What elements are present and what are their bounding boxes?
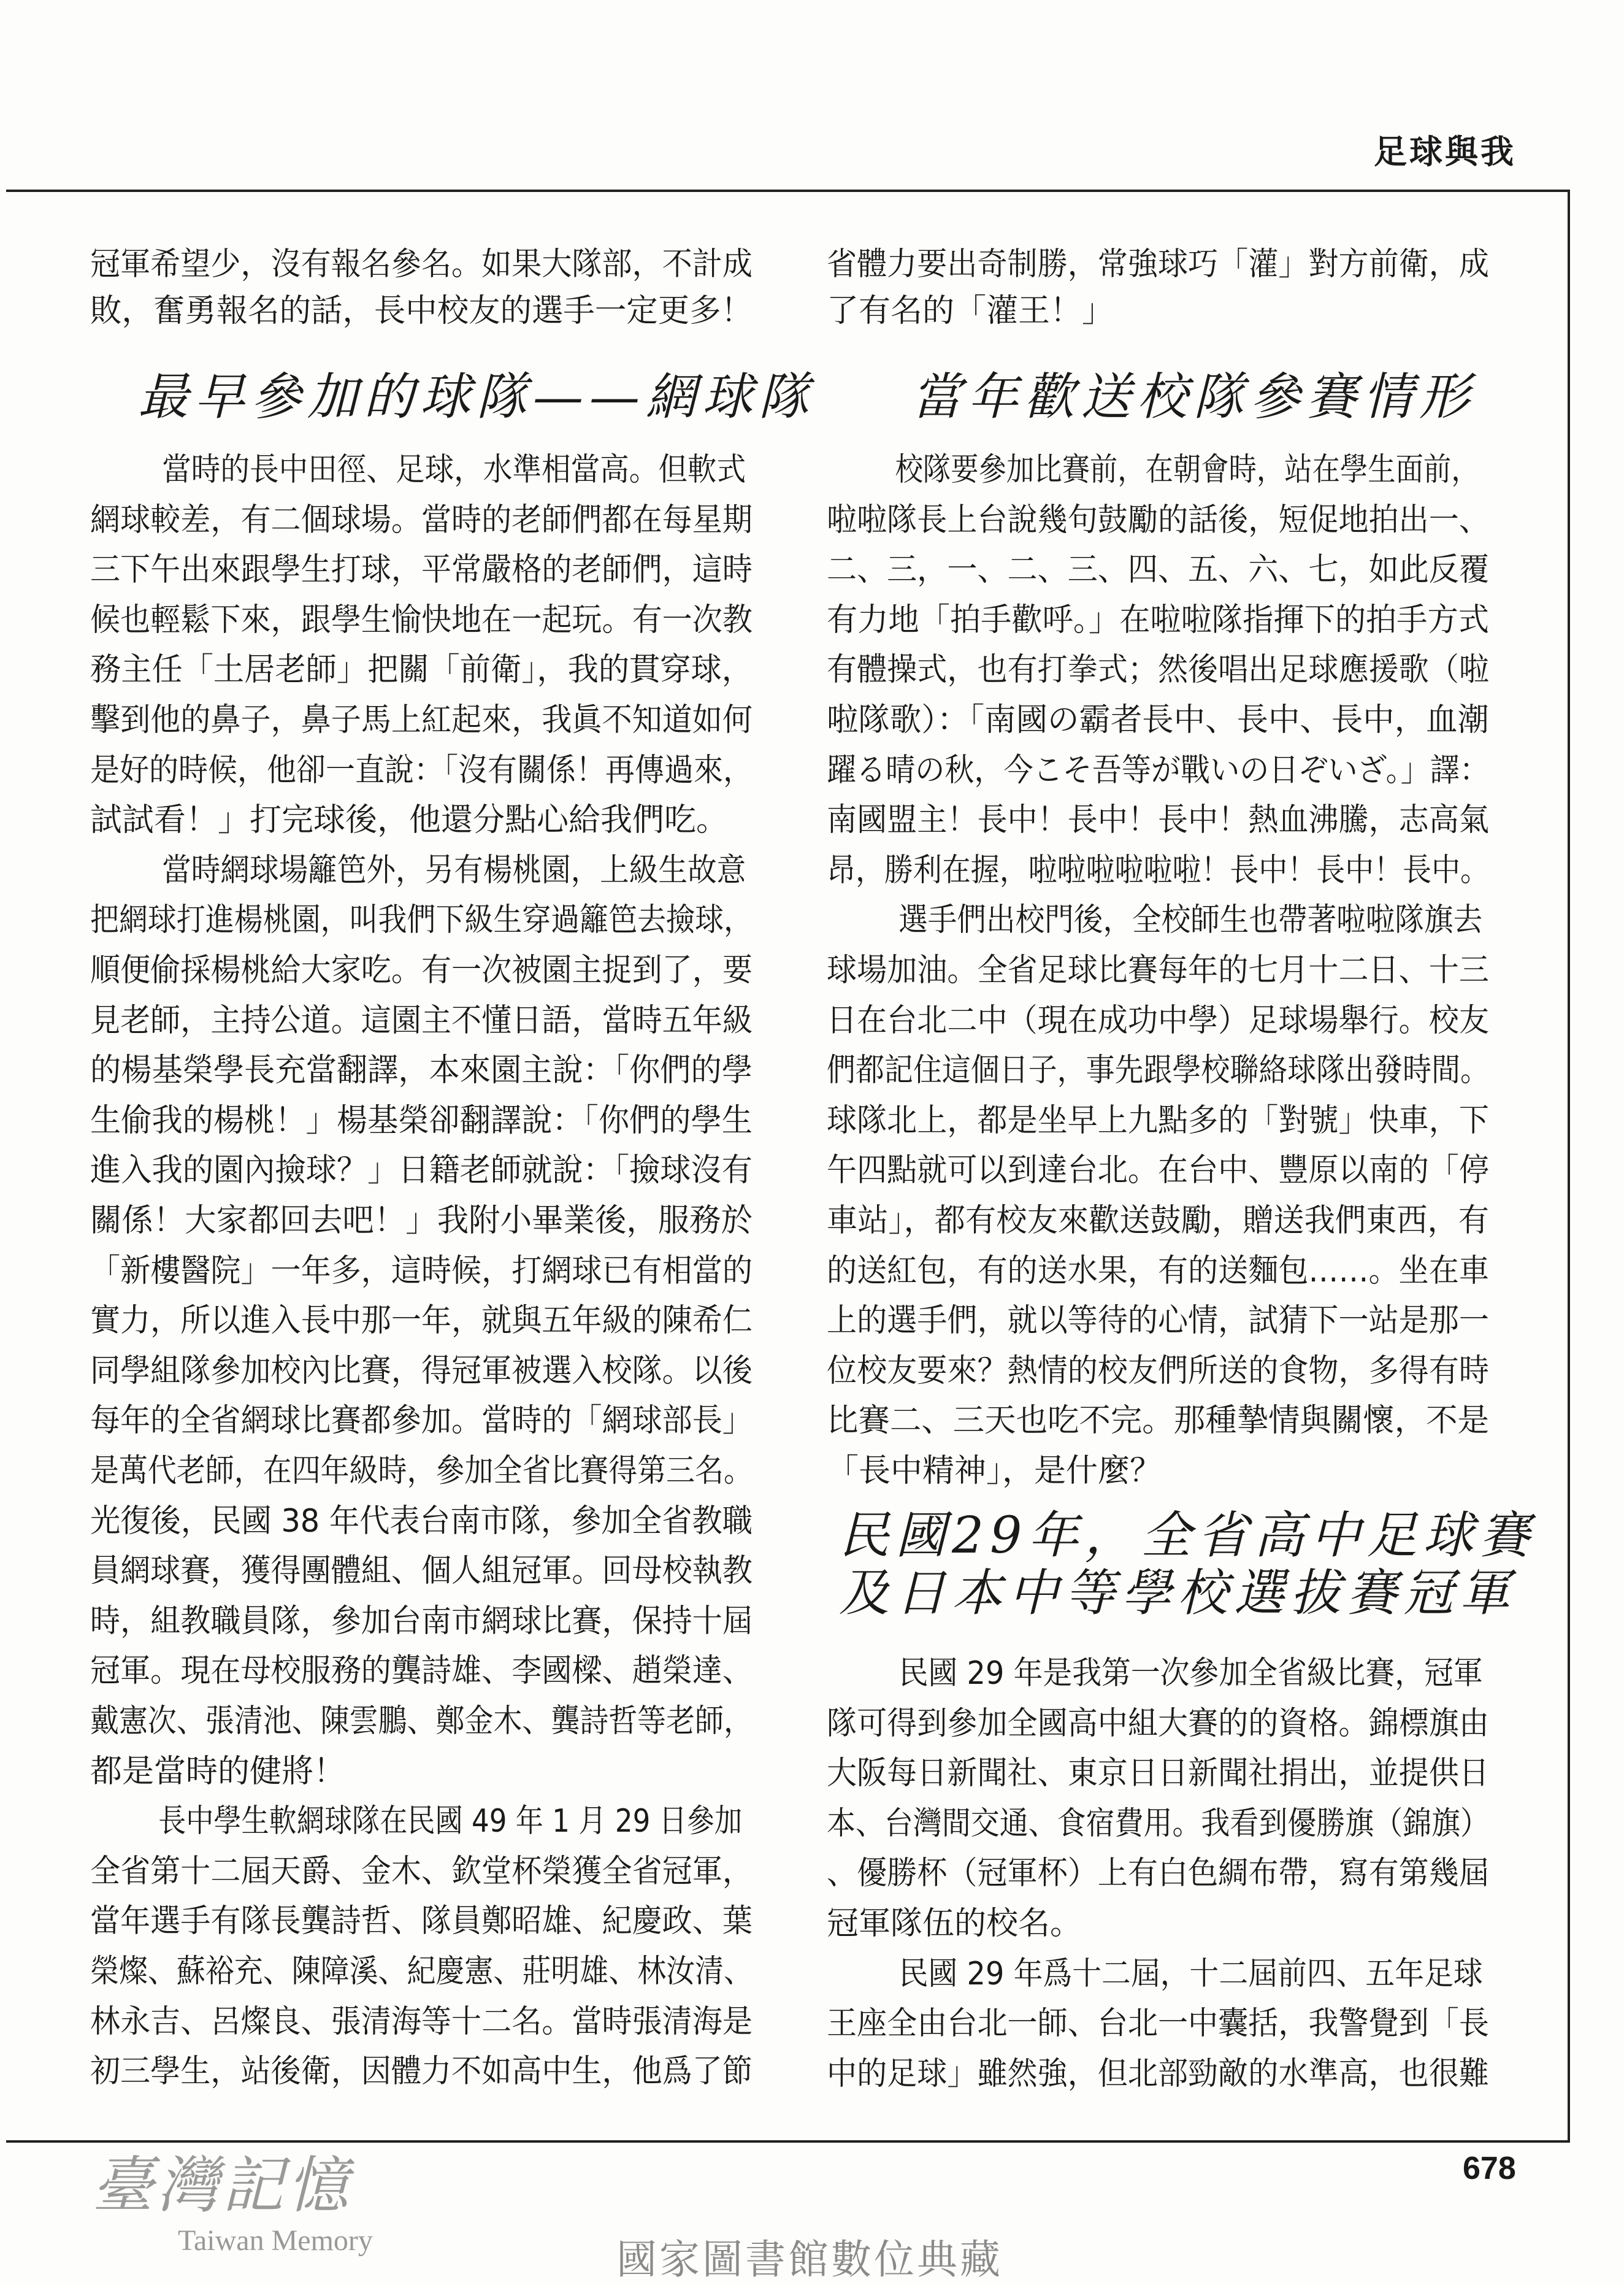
watermark-logo-text: 臺灣記憶: [92, 2149, 352, 2221]
text-line: 有力地「拍手歡呼。」在啦啦隊指揮下的拍手方式: [827, 601, 1490, 639]
text-line: 民國 29 年爲十二屆，十二屆前四、五年足球: [898, 1955, 1483, 1992]
text-line: 啦隊歌）：「南國の霸者長中、長中、長中，血潮: [827, 702, 1490, 739]
text-line: 啦啦隊長上台說幾句鼓勵的話後，短促地拍出一、: [827, 501, 1489, 539]
text-line: 們都記住這個日子，事先跟學校聯絡球隊出發時間。: [827, 1052, 1490, 1089]
text-line: 「長中精神」，是什麼？: [827, 1453, 1162, 1489]
text-line: 都是當時的健將！: [90, 1753, 346, 1790]
text-line: 躍る晴の秋，今こそ吾等が戰いの日ぞいざ。」譯：: [827, 751, 1489, 789]
watermark-logo-subtext: Taiwan Memory: [178, 2224, 373, 2257]
text-line: 把網球打進楊桃園，叫我們下級生穿過籬笆去撿球，: [90, 902, 753, 939]
text-line: 進入我的園內撿球？」日籍老師就說：「撿球沒有: [90, 1152, 753, 1189]
text-line: 實力，所以進入長中那一年，就與五年級的陳希仁: [90, 1302, 753, 1340]
footer-rule: [6, 2140, 1570, 2143]
text-line: 試試看！」打完球後，他還分點心給我們吃。: [90, 802, 729, 839]
text-line: 冠軍隊伍的校名。: [827, 1905, 1082, 1942]
text-line: 昂，勝利在握，啦啦啦啦啦啦！長中！長中！長中。: [827, 851, 1490, 889]
text-line: 的楊基榮學長充當翻譯，本來園主說：「你們的學: [90, 1052, 753, 1089]
text-line: 本、台灣間交通、食宿費用。我看到優勝旗（錦旗）: [827, 1805, 1490, 1842]
text-line: 選手們出校門後，全校師生也帶著啦啦隊旗去: [898, 902, 1483, 939]
section-heading-sendoff: 當年歡送校隊參賽情形: [911, 368, 1476, 426]
text-line: 大阪每日新聞社、東京日日新聞社捐出，並提供日: [827, 1755, 1489, 1792]
text-line: 有體操式，也有打拳式；然後唱出足球應援歌（啦: [827, 651, 1489, 689]
text-line: 省體力要出奇制勝，常強球巧「灌」對方前衛，成: [827, 246, 1489, 283]
text-line: 民國 29 年是我第一次參加全省級比賽，冠軍: [898, 1655, 1483, 1692]
text-line: 球隊北上，都是坐早上九點多的「對號」快車，下: [827, 1102, 1489, 1139]
running-head: 足球與我: [1374, 132, 1516, 171]
text-line: 員網球賽，獲得團體組、個人組冠軍。回母校執教: [90, 1553, 753, 1590]
text-line: 網球較差，有二個球場。當時的老師們都在每星期: [90, 501, 753, 539]
text-line: 了有名的「灌王！」: [827, 293, 1114, 329]
text-line: 關係！大家都回去吧！」我附小畢業後，服務於: [90, 1202, 753, 1239]
text-line: 務主任「土居老師」把關「前衛」，我的貫穿球，: [90, 651, 753, 689]
text-line: 比賽二、三天也吃不完。那種摯情與關懷，不是: [827, 1402, 1490, 1440]
text-line: 的送紅包，有的送水果，有的送麵包……。坐在車: [827, 1252, 1489, 1289]
text-line: 初三學生，站後衛，因體力不如高中生，他爲了節: [90, 2053, 753, 2091]
text-line: 當時的長中田徑、足球，水準相當高。但軟式: [162, 451, 746, 488]
text-line: 二、三，一、二、三、四、五、六、七，如此反覆: [827, 551, 1489, 589]
page-number: 678: [1463, 2151, 1516, 2186]
text-line: 上的選手們，就以等待的心情，試猜下一站是那一: [827, 1302, 1489, 1340]
text-line: 順便偷採楊桃給大家吃。有一次被園主捉到了，要: [90, 952, 753, 989]
text-line: 車站」，都有校友來歡送鼓勵，贈送我們東西，有: [827, 1202, 1490, 1239]
text-line: 三下午出來跟學生打球，平常嚴格的老師們，這時: [90, 551, 753, 589]
text-line: 每年的全省網球比賽都參加。當時的「網球部長」: [90, 1402, 753, 1440]
right-border-rule: [1568, 190, 1570, 2143]
text-line: 榮燦、蘇裕充、陳障溪、紀慶憲、莊明雄、林汝清、: [90, 1953, 753, 1990]
text-line: 「新樓醫院」一年多，這時候，打網球已有相當的: [90, 1252, 753, 1289]
text-line: 中的足球」雖然強，但北部勁敵的水準高，也很難: [827, 2055, 1489, 2092]
text-line: 冠軍希望少，沒有報名參名。如果大隊部，不計成: [90, 246, 753, 283]
text-line: 當時網球場籬笆外，另有楊桃園，上級生故意: [162, 851, 746, 889]
text-line: 是好的時候，他卻一直說：「沒有關係！再傳過來，: [90, 751, 753, 789]
text-line: 、優勝杯（冠軍杯）上有白色綢布帶，寫有第幾屆: [827, 1855, 1489, 1892]
text-line: 當年選手有隊長龔詩哲、隊員鄭昭雄、紀慶政、葉: [90, 1903, 753, 1940]
text-line: 同學組隊參加校內比賽，得冠軍被選入校隊。以後: [90, 1352, 753, 1389]
text-line: 午四點就可以到達台北。在台中、豐原以南的「停: [827, 1152, 1489, 1189]
text-line: 王座全由台北一師、台北一中囊括，我警覺到「長: [827, 2005, 1489, 2043]
section-heading-1940-title-line-1: 民國29年，全省高中足球賽: [839, 1507, 1536, 1565]
text-line: 球場加油。全省足球比賽每年的七月十二日、十三: [827, 952, 1489, 989]
text-line: 校隊要參加比賽前，在朝會時，站在學生面前，: [895, 451, 1479, 488]
text-line: 見老師，主持公道。這園主不懂日語，當時五年級: [90, 1002, 753, 1039]
text-line: 敗，奮勇報名的話，長中校友的選手一定更多！: [90, 293, 753, 329]
section-heading-1940-title-line-2: 及日本中等學校選拔賽冠軍: [839, 1564, 1516, 1623]
footer-library-credit: 國家圖書館數位典藏: [616, 2236, 1003, 2283]
text-line: 擊到他的鼻子，鼻子馬上紅起來，我眞不知道如何: [90, 702, 753, 739]
text-line: 隊可得到參加全國高中組大賽的的資格。錦標旗由: [827, 1705, 1489, 1742]
text-line: 時，組教職員隊，參加台南市網球比賽，保持十屆: [90, 1602, 753, 1640]
text-line: 戴憲次、張清池、陳雲鵬、鄭金木、龔詩哲等老師，: [90, 1703, 753, 1740]
text-line: 光復後，民國 38 年代表台南市隊，參加全省教職: [90, 1502, 753, 1540]
text-line: 日在台北二中（現在成功中學）足球場舉行。校友: [827, 1002, 1489, 1039]
header-rule: [6, 190, 1570, 192]
text-line: 南國盟主！長中！長中！長中！熱血沸騰，志高氣: [827, 802, 1489, 839]
section-heading-tennis: 最早參加的球隊——網球隊: [138, 368, 815, 426]
text-line: 是萬代老師，在四年級時，參加全省比賽得第三名。: [90, 1453, 753, 1489]
watermark: [92, 2150, 583, 2264]
text-line: 全省第十二屆天爵、金木、欽堂杯榮獲全省冠軍，: [90, 1853, 753, 1890]
text-line: 位校友要來？熱情的校友們所送的食物，多得有時: [827, 1352, 1489, 1389]
text-line: 林永吉、呂燦良、張清海等十二名。當時張清海是: [90, 2003, 753, 2040]
text-line: 生偷我的楊桃！」楊基榮卻翻譯說：「你們的學生: [90, 1102, 753, 1139]
text-line: 冠軍。現在母校服務的龔詩雄、李國樑、趙榮達、: [90, 1653, 753, 1690]
text-line: 候也輕鬆下來，跟學生愉快地在一起玩。有一次教: [90, 601, 753, 639]
text-line: 長中學生軟網球隊在民國 49 年 1 月 29 日參加: [158, 1803, 743, 1840]
